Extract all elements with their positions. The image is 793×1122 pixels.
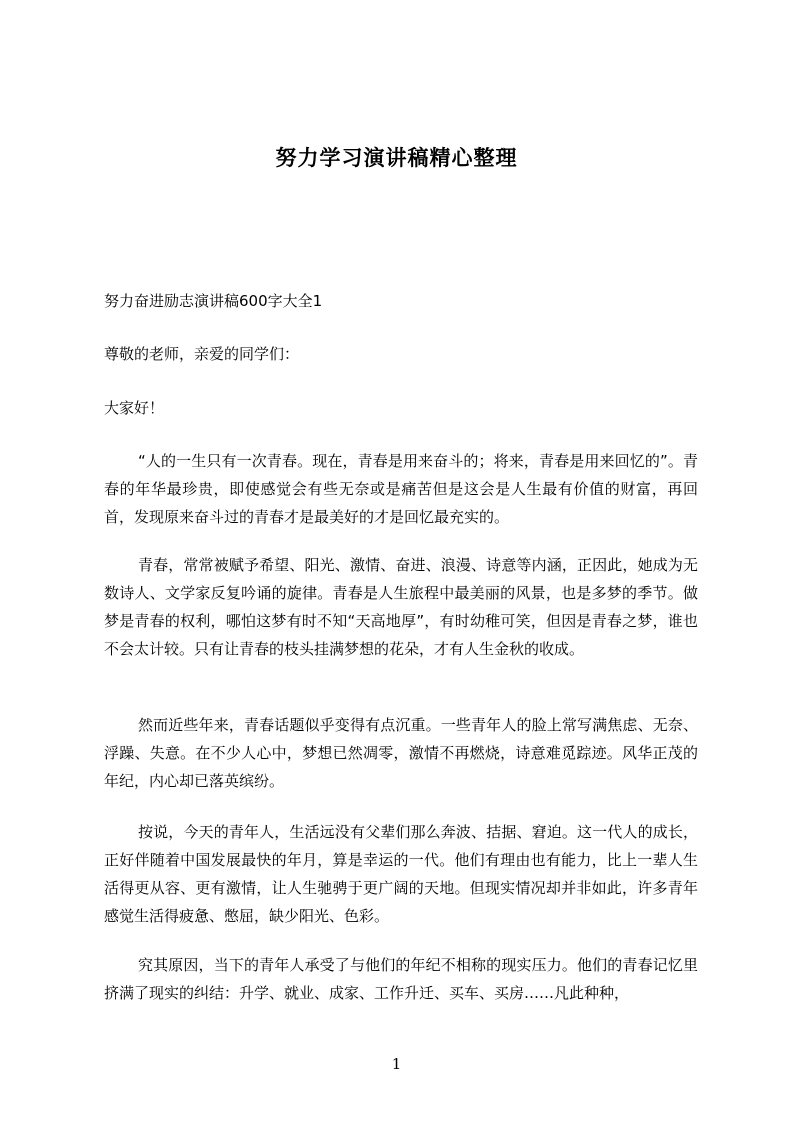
paragraph-1: “人的一生只有一次青春。现在，青春是用来奋斗的；将来，青春是用来回忆的”。青春的年华最珍贵，即使感觉会有些无奈或是痛苦但是这会是人生最有价值的财富，再回首，发现原来奋斗过的青春才是最美好的才是回忆最充实的。: [104, 452, 698, 526]
paragraph-2: 青春，常常被赋予希望、阳光、激情、奋进、浪漫、诗意等内涵，正因此，她成为无数诗人、文学家反复吟诵的旋律。青春是人生旅程中最美丽的风景，也是多梦的季节。做梦是青春的权利，哪怕这梦有时不知“天高地厚”，有时幼稚可笑，但因是青春之梦，谁也不会太计较。只有让青春的枝头挂满梦想的花朵，才有人生金秋的收成。: [104, 556, 698, 658]
document-title: 努力学习演讲稿精心整理: [275, 146, 518, 170]
paragraph-5: 究其原因，当下的青年人承受了与他们的年纪不相称的现实压力。他们的青春记忆里挤满了现实的纠结：升学、就业、成家、工作升迁、买车、买房……凡此种种，: [104, 956, 698, 1002]
page-number: 1: [391, 1055, 402, 1073]
paragraph-3: 然而近些年来，青春话题似乎变得有点沉重。一些青年人的脸上常写满焦虑、无奈、浮躁、失意。在不少人心中，梦想已然凋零，激情不再燃烧，诗意难觅踪迹。风华正茂的年纪，内心却已落英缤纷。: [104, 716, 698, 790]
subtitle: 努力奋进励志演讲稿600字大全1: [104, 292, 323, 310]
salutation: 尊敬的老师，亲爱的同学们：: [104, 345, 300, 363]
greeting: 大家好！: [104, 399, 165, 417]
paragraph-4: 按说，今天的青年人，生活远没有父辈们那么奔波、拮据、窘迫。这一代人的成长，正好伴随着中国发展最快的年月，算是幸运的一代。他们有理由也有能力，比上一辈人生活得更从容、更有激情，让人生驰骋于更广阔的天地。但现实情况却并非如此，许多青年感觉生活得疲惫、憋屈，缺少阳光、色彩。: [104, 823, 698, 925]
